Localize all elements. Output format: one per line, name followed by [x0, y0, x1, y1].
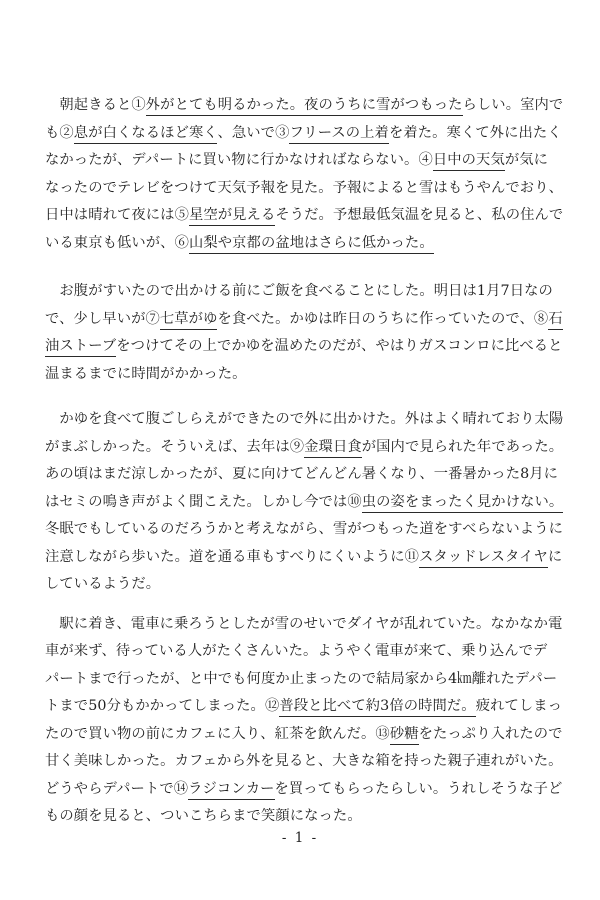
text-line	[45, 516, 567, 544]
text-segment: 注意しながら歩いた。道を通る車もすべりにくいように⑪	[45, 548, 420, 565]
underlined-phrase: 息が白くなるほど寒く	[74, 125, 218, 144]
paragraph	[45, 611, 567, 831]
text-segment: 駅に着き、電車に乗ろうとしたが雪のせいでダイヤが乱れていた。なかなか電	[45, 615, 563, 632]
paragraph	[45, 406, 567, 599]
text-segment: を買ってもらったらしい。うれしそうな子ど	[274, 780, 563, 797]
text-segment: どうやらデパートで⑭	[45, 780, 189, 797]
text-segment: らしい。室内で	[462, 97, 564, 113]
text-segment: はセミの鳴き声がよく聞こえた。しかし今では⑩	[45, 493, 362, 510]
text-line	[45, 434, 567, 462]
text-line	[45, 147, 567, 175]
text-line	[45, 406, 567, 434]
text-segment: もの顔を見ると、ついこちらまで笑顔になった。	[45, 808, 362, 824]
text-line	[45, 571, 567, 599]
text-segment: 温まるまでに時間がかかった。	[45, 365, 247, 382]
text-segment: なかったが、デパートに買い物に行かなければならない。④	[45, 152, 433, 168]
document-body	[45, 92, 567, 849]
text-segment: 朝起きると①	[45, 97, 146, 113]
text-line	[45, 666, 567, 694]
text-line	[45, 544, 567, 572]
underlined-phrase: 金環日食	[304, 439, 362, 458]
underlined-phrase: 普段と比べて約3倍の時間だ。	[279, 698, 475, 717]
text-segment: 日中は晴れて夜には⑤	[45, 207, 189, 223]
text-segment: なったのでテレビをつけて天気予報を見た。予報によると雪はもうやんでおり、	[45, 179, 563, 196]
underlined-phrase: スタッドレスタイヤ	[419, 549, 548, 568]
text-line	[45, 748, 567, 776]
text-line	[45, 361, 567, 389]
text-segment: を着た。寒くて外に出たく	[388, 124, 562, 141]
text-segment: しているようだ。	[45, 576, 161, 592]
text-segment: が気に	[504, 152, 549, 168]
underlined-phrase: 七草がゆ	[160, 311, 218, 330]
text-line	[45, 278, 567, 306]
text-segment: いる東京も低いが、⑥	[45, 234, 189, 251]
underlined-phrase: フリースの上着	[289, 125, 389, 144]
page-number: - 1 -	[281, 830, 319, 846]
text-line	[45, 461, 567, 489]
text-segment: で、少し早いが⑦	[45, 310, 160, 327]
paragraph	[45, 92, 567, 257]
text-segment: に	[547, 548, 563, 565]
text-segment: パートまで行ったが、と中でも何度か止まったので結局家から4㎞離れたデパー	[45, 670, 558, 687]
text-line	[45, 721, 567, 749]
text-line	[45, 693, 567, 721]
text-segment: がまぶしかった。そういえば、去年は⑨	[45, 438, 305, 455]
text-segment: も②	[45, 124, 74, 141]
underlined-phrase: 虫の姿をまったく見かけない。	[362, 494, 564, 513]
paragraph	[45, 278, 567, 388]
text-segment: 疲れてしまっ	[475, 698, 563, 714]
text-segment: そうだ。予想最低気温を見ると、私の住んで	[275, 207, 564, 223]
text-segment: 車が来ず、待っている人がたくさんいた。ようやく電車が来て、乗り込んでデ	[45, 643, 548, 659]
text-segment: 甘く美味しかった。カフェから外を見ると、大きな箱を持った親子連れがいた。	[45, 753, 563, 769]
text-line	[45, 92, 567, 120]
text-segment: 冬眠でもしているのだろうかと考えながら、雪がつもった道をすべらないように	[45, 521, 563, 537]
text-line	[45, 333, 567, 361]
text-line	[45, 803, 567, 831]
text-segment: が国内で見られた年であった。	[361, 438, 564, 455]
text-segment: 、急いで③	[217, 124, 290, 141]
text-line	[45, 120, 567, 148]
text-line	[45, 175, 567, 203]
text-line	[45, 611, 567, 639]
underlined-phrase: 山梨や京都の盆地はさらに低かった。	[189, 235, 434, 254]
underlined-phrase: 砂糖	[390, 726, 419, 745]
text-segment: お腹がすいたので出かける前にご飯を食べることにした。明日は1月7日なの	[45, 283, 553, 299]
text-line	[45, 202, 567, 230]
text-segment: をたっぷり入れたので	[418, 725, 563, 742]
text-segment: あの頃はまだ涼しかったが、夏に向けてどんどん暑くなり、一番暑かった8月に	[45, 466, 559, 482]
underlined-phrase: 星空が見える	[189, 207, 275, 226]
text-line	[45, 489, 567, 517]
text-line	[45, 306, 567, 334]
underlined-phrase: 油ストーブ	[45, 338, 116, 357]
underlined-phrase: 日中の天気	[433, 152, 505, 171]
text-segment: を食べた。かゆは昨日のうちに作っていたので、⑧	[217, 310, 549, 327]
underlined-phrase: 石	[548, 311, 562, 330]
underlined-phrase: ラジコンカー	[188, 781, 274, 800]
text-line	[45, 638, 567, 666]
text-segment: トまで50分もかかってしまった。⑫	[45, 698, 280, 714]
text-segment: かゆを食べて腹ごしらえができたので外に出かけた。外はよく晴れており太陽	[45, 411, 564, 427]
text-line	[45, 230, 567, 258]
underlined-phrase: 外がとても明るかった。夜のうちに雪がつもった	[146, 97, 463, 116]
text-line	[45, 776, 567, 804]
text-segment: たので買い物の前にカフェに入り、紅茶を飲んだ。⑬	[45, 725, 390, 742]
text-segment: をつけてその上でかゆを温めたのだが、やはりガスコンロに比べると	[116, 338, 563, 354]
